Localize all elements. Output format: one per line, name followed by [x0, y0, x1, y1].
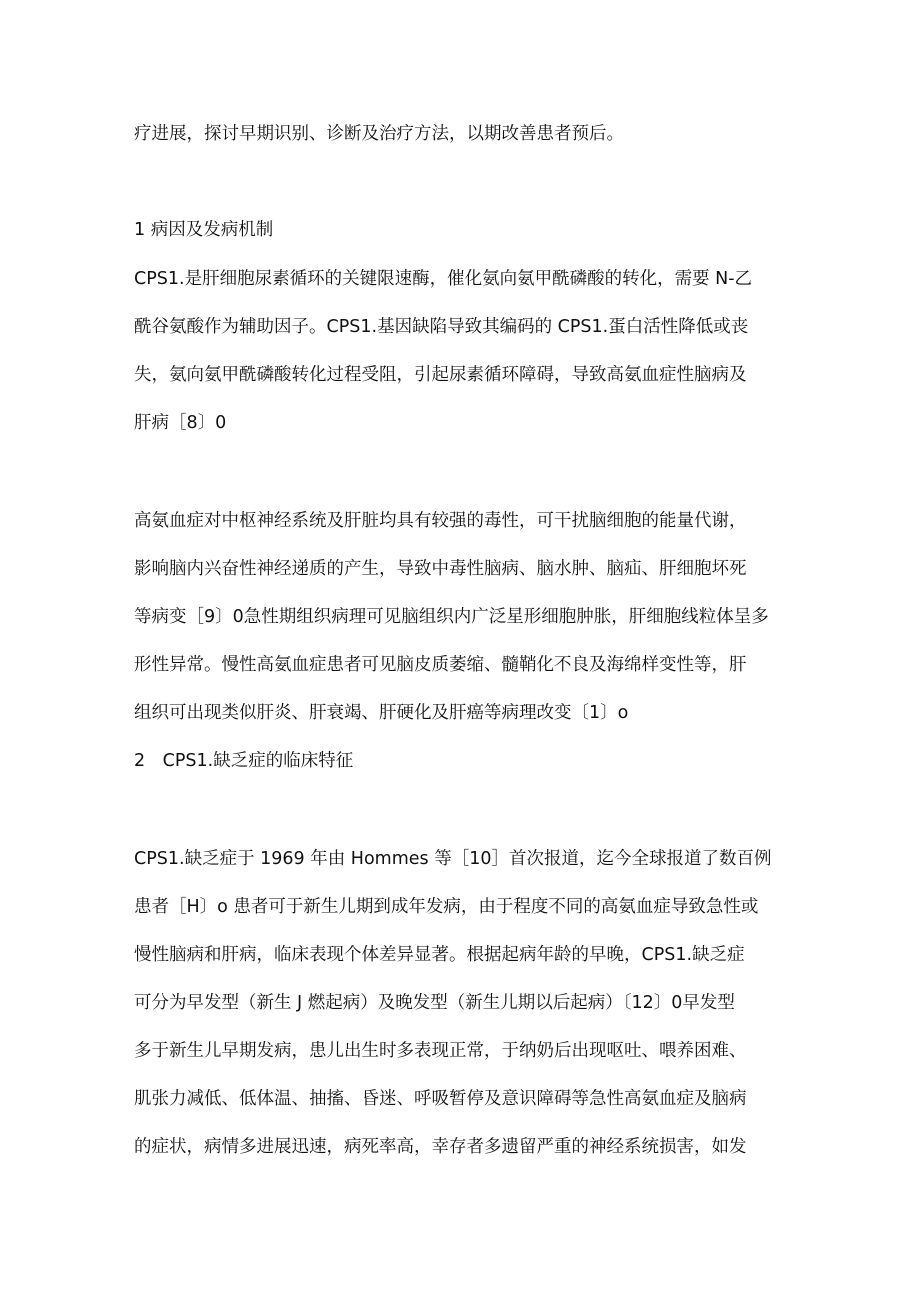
- section-2-para-1-line-4: 可分为早发型（新生 J 燃起病）及晚发型（新生儿期以后起病）〔12〕0早发型: [134, 993, 735, 1013]
- section-1-para-2-line-4: 形性异常。慢性高氨血症患者可见脑皮质萎缩、髓鞘化不良及海绵样变性等，肝: [134, 655, 747, 675]
- section-1-para-2-line-1: 高氨血症对中枢神经系统及肝脏均具有较强的毒性，可干扰脑细胞的能量代谢，: [134, 511, 747, 531]
- section-1-para-2-line-2: 影响脑内兴奋性神经递质的产生，导致中毒性脑病、脑水肿、脑疝、肝细胞坏死: [134, 559, 747, 579]
- section-2-para-1-line-1: CPS1.缺乏症于 1969 年由 Hommes 等［10］首次报道，迄今全球报道了数百例: [134, 849, 772, 869]
- section-2-heading: 2 CPS1.缺乏症的临床特征: [134, 751, 354, 771]
- section-1-heading: 1 病因及发病机制: [134, 220, 274, 240]
- section-1-para-1-line-2: 酰谷氨酸作为辅助因子。CPS1.基因缺陷导致其编码的 CPS1.蛋白活性降低或丧: [134, 317, 749, 337]
- section-1-para-1-line-1: CPS1.是肝细胞尿素循环的关键限速酶，催化氨向氨甲酰磷酸的转化，需要 N-乙: [134, 269, 753, 289]
- section-2-para-1-line-5: 多于新生儿早期发病，患儿出生时多表现正常，于纳奶后出现呕吐、喂养困难、: [134, 1041, 747, 1061]
- section-1-para-2-line-5: 组织可出现类似肝炎、肝衰竭、肝硬化及肝癌等病理改变〔1〕o: [134, 703, 629, 723]
- intro-line: 疗进展，探讨早期识别、诊断及治疗方法，以期改善患者预后。: [134, 124, 624, 144]
- section-2-para-1-line-3: 慢性脑病和肝病，临床表现个体差异显著。根据起病年龄的早晚，CPS1.缺乏症: [134, 945, 745, 965]
- section-1-para-1-line-4: 肝病［8〕0: [134, 413, 227, 433]
- section-1-para-1-line-3: 失，氨向氨甲酰磷酸转化过程受阻，引起尿素循环障碍，导致高氨血症性脑病及: [134, 365, 747, 385]
- section-2-para-1-line-6: 肌张力减低、低体温、抽搐、昏迷、呼吸暂停及意识障碍等急性高氨血症及脑病: [134, 1089, 747, 1109]
- section-2-para-1-line-2: 患者［H〕o 患者可于新生儿期到成年发病，由于程度不同的高氨血症导致急性或: [134, 897, 759, 917]
- section-2-para-1-line-7: 的症状，病情多进展迅速，病死率高，幸存者多遗留严重的神经系统损害，如发: [134, 1137, 747, 1157]
- section-1-para-2-line-3: 等病变［9〕0急性期组织病理可见脑组织内广泛星形细胞肿胀，肝细胞线粒体呈多: [134, 607, 769, 627]
